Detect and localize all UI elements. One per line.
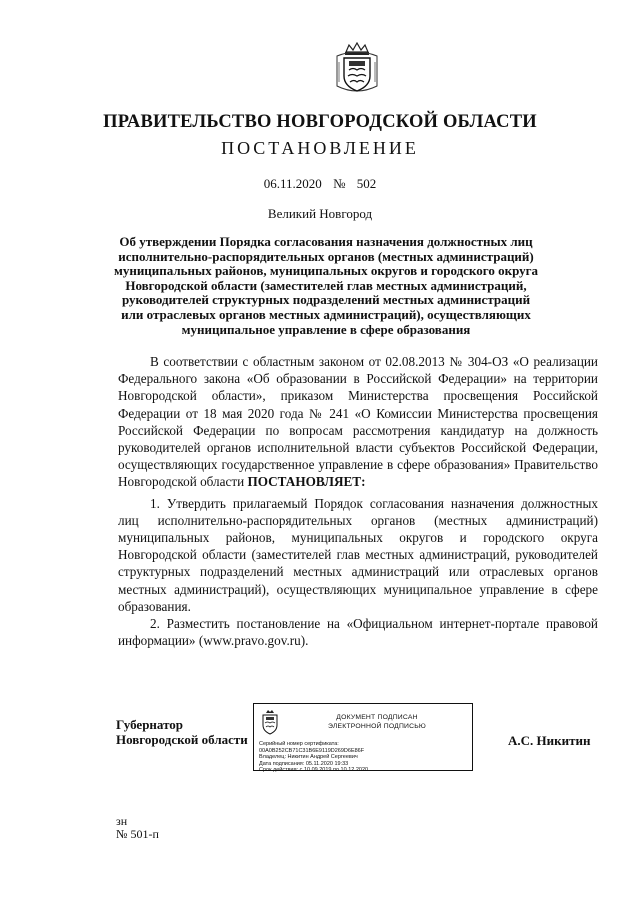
signer-position [116,718,248,747]
preamble-paragraph [118,353,598,491]
city: Великий Новгород [267,206,373,221]
signer-position-line1: Губернатор [116,717,184,732]
item-1-paragraph: 1. Утвердить прилагаемый Порядок согласования назначения должностных лиц исполнительно-распорядительных органов (местных администраций) муниципальных районов, муниципальных округов и городского округа Новгородской области (заместителей глав местных администраций, руководителей структурных подразделений местных администраций или отраслевых органов местных администраций), осуществляющих муниципальное управление в сфере образования. [118,495,598,614]
document-title [112,235,540,337]
stamp-serial-number: 00A0B252CB71C31B6E9119D269D6E86F [259,747,365,754]
stamp-coat-of-arms-icon [260,709,280,735]
stamp-details [259,741,368,774]
footer-reference [116,815,159,841]
document-body [118,353,598,649]
title-line: исполнительно-распорядительных органов (местных администраций) [118,248,534,264]
title-line: Об утверждении Порядка согласования назначения должностных лиц [119,234,533,249]
document-type: ПОСТАНОВЛЕНИЕ [221,138,419,158]
reference-number: № 501-п [116,827,159,841]
stamp-title-line2: ЭЛЕКТРОННОЙ ПОДПИСЬЮ [328,723,426,730]
stamp-sign-date: Дата подписания: 05.11.2020 19:33 [259,760,349,767]
stamp-title [284,713,470,731]
title-line: или отраслевых органов местных администраций), осуществляющих [121,306,531,322]
title-line: муниципальных районов, муниципальных округов и городского округа [113,263,539,279]
stamp-validity: Срок действия: с 10.09.2019 по 10.12.2020 [259,767,369,774]
preamble-text: В соответствии с областным законом от 02.08.2013 № 304-ОЗ «О реализации Федерального закона «Об образовании в Российской Федерации» на территории Новгородской области», приказом Министерства просвещения Российской Федерации от 18 мая 2020 года № 241 «О Комиссии Министерства просвещения Российской Федерации по вопросам рассмотрения кандидатур на должность руководителей органов исполнительной власти субъектов Российской Федерации, осуществляющих государственное управление в сфере образования» Правительство Новгородской области [118,354,598,490]
government-heading: ПРАВИТЕЛЬСТВО НОВГОРОДСКОЙ ОБЛАСТИ [103,112,537,132]
date-number-line [0,176,640,192]
document-date: 06.11.2020 [263,176,322,191]
item-2-paragraph: 2. Разместить постановление на «Официальном интернет-портале правовой информации» (www.pravo.gov.ru). [118,616,598,649]
number-sign: № [333,176,346,191]
document-number: 502 [356,176,377,191]
signer-position-line2: Новгородской области [116,731,248,747]
title-line: муниципальное управление в сфере образования [181,321,471,337]
stamp-title-line1: ДОКУМЕНТ ПОДПИСАН [336,714,418,721]
signer-name: А.С. Никитин [508,733,591,748]
electronic-signature-stamp [253,703,473,774]
resolves-word: ПОСТАНОВЛЯЕТ: [247,474,366,490]
stamp-serial-label: Серийный номер сертификата: [259,741,339,747]
title-line: Новгородской области (заместителей глав местных администраций, [125,277,527,293]
title-line: руководителей структурных подразделений местных администраций [121,292,531,308]
coat-of-arms-icon [334,42,380,96]
executor-initials: зн [116,814,128,828]
stamp-owner: Владелец: Никитин Андрей Сергеевич [259,754,358,761]
